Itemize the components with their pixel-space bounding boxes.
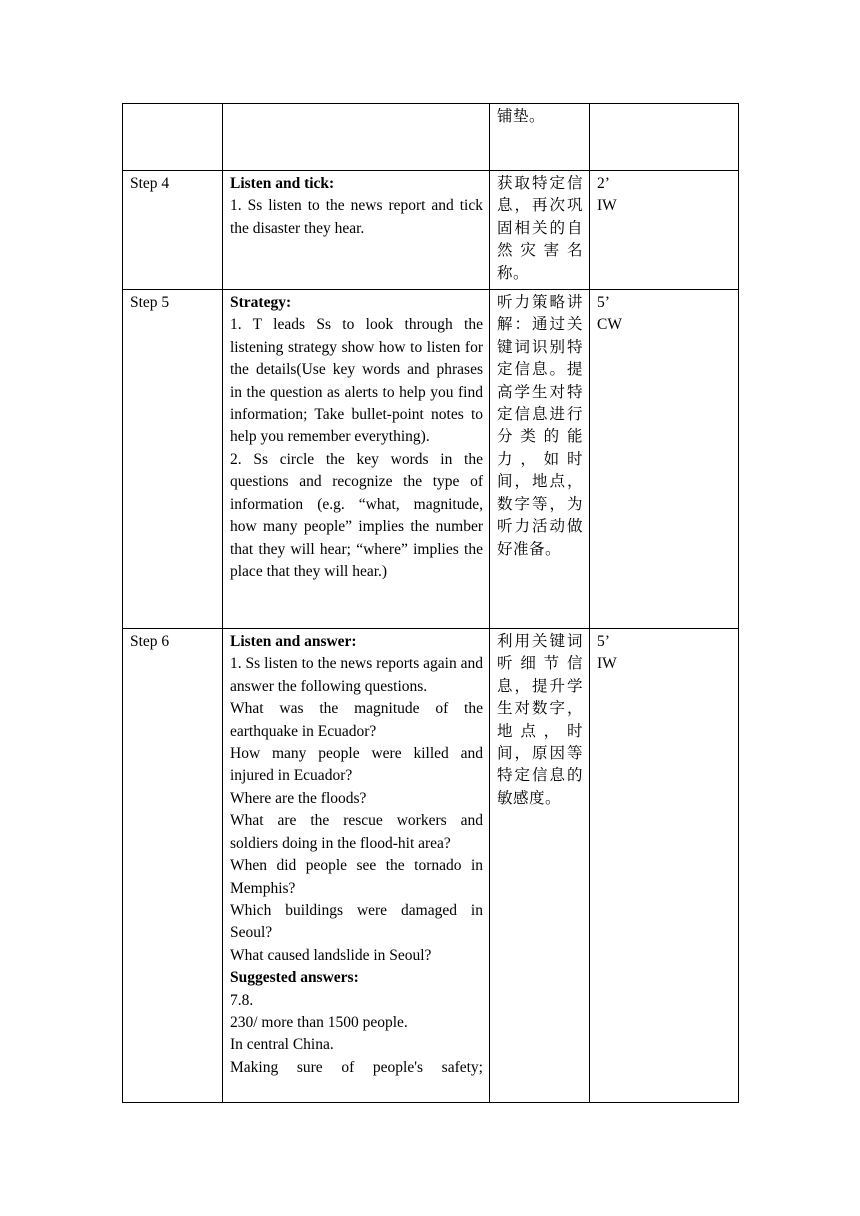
activity-cell (223, 629, 490, 1103)
answers-heading: Suggested answers: (230, 969, 359, 987)
question-line: Where are the floods? (230, 789, 367, 807)
purpose-cell: 铺垫。 (490, 104, 590, 171)
activity-heading: Strategy: (230, 294, 292, 312)
activity-cell (223, 104, 490, 171)
activity-cell (223, 290, 490, 629)
time-value: 2’ (597, 175, 610, 192)
activity-cell (223, 171, 490, 290)
mode-value: IW (597, 655, 617, 673)
step-cell: Step 4 (123, 171, 223, 290)
activity-line: 1. Ss listen to the news reports again and answer the following questions. (230, 655, 483, 695)
question-line: What was the magnitude of the earthquake in Ecuador? (230, 700, 483, 740)
question-line: What caused landslide in Seoul? (230, 946, 432, 964)
time-value: 5’ (597, 633, 610, 651)
table-row (123, 104, 739, 171)
step-cell (123, 104, 223, 171)
answer-line: In central China. (230, 1036, 334, 1054)
activity-heading: Listen and tick: (230, 175, 335, 192)
time-cell (590, 171, 739, 290)
lesson-plan-table (122, 103, 739, 1103)
activity-heading: Listen and answer: (230, 633, 357, 651)
answer-line: 7.8. (230, 991, 254, 1009)
purpose-cell: 利用关键词听细节信息，提升学生对数字，地点，时间，原因等特定信息的敏感度。 (490, 629, 590, 1103)
activity-line: 1. T leads Ss to look through the listening strategy show how to listen for the details(Use key words and phrases in the question as alerts to help you find information; Take bullet-point notes to help you remember everything). (230, 316, 483, 446)
step-cell: Step 6 (123, 629, 223, 1103)
mode-value: CW (597, 316, 622, 334)
question-line: Which buildings were damaged in Seoul? (230, 901, 483, 942)
question-line: How many people were killed and injured in Ecuador? (230, 745, 483, 785)
time-cell (590, 290, 739, 629)
time-cell (590, 104, 739, 171)
answer-line: Making sure of people's safety; (230, 1058, 483, 1076)
activity-line: 2. Ss circle the key words in the questions and recognize the type of information (e.g. “what, magnitude, how many people” implies the number that they will hear; “where” implies the place that they will hear.) (230, 450, 483, 580)
step-cell: Step 5 (123, 290, 223, 629)
purpose-cell: 听力策略讲解：通过关键词识别特定信息。提高学生对特定信息进行分类的能力，如时间，地点，数字等，为听力活动做好准备。 (490, 290, 590, 629)
table-row (123, 629, 739, 1103)
question-line: When did people see the tornado in Memphis? (230, 857, 483, 897)
answer-line: 230/ more than 1500 people. (230, 1013, 408, 1031)
table-row (123, 171, 739, 290)
time-cell (590, 629, 739, 1103)
table-row (123, 290, 739, 629)
activity-line: 1. Ss listen to the news report and tick the disaster they hear. (230, 197, 483, 237)
purpose-cell: 获取特定信息，再次巩固相关的自然灾害名称。 (490, 171, 590, 290)
question-line: What are the rescue workers and soldiers doing in the flood-hit area? (230, 812, 483, 852)
mode-value: IW (597, 197, 617, 215)
time-value: 5’ (597, 294, 610, 312)
